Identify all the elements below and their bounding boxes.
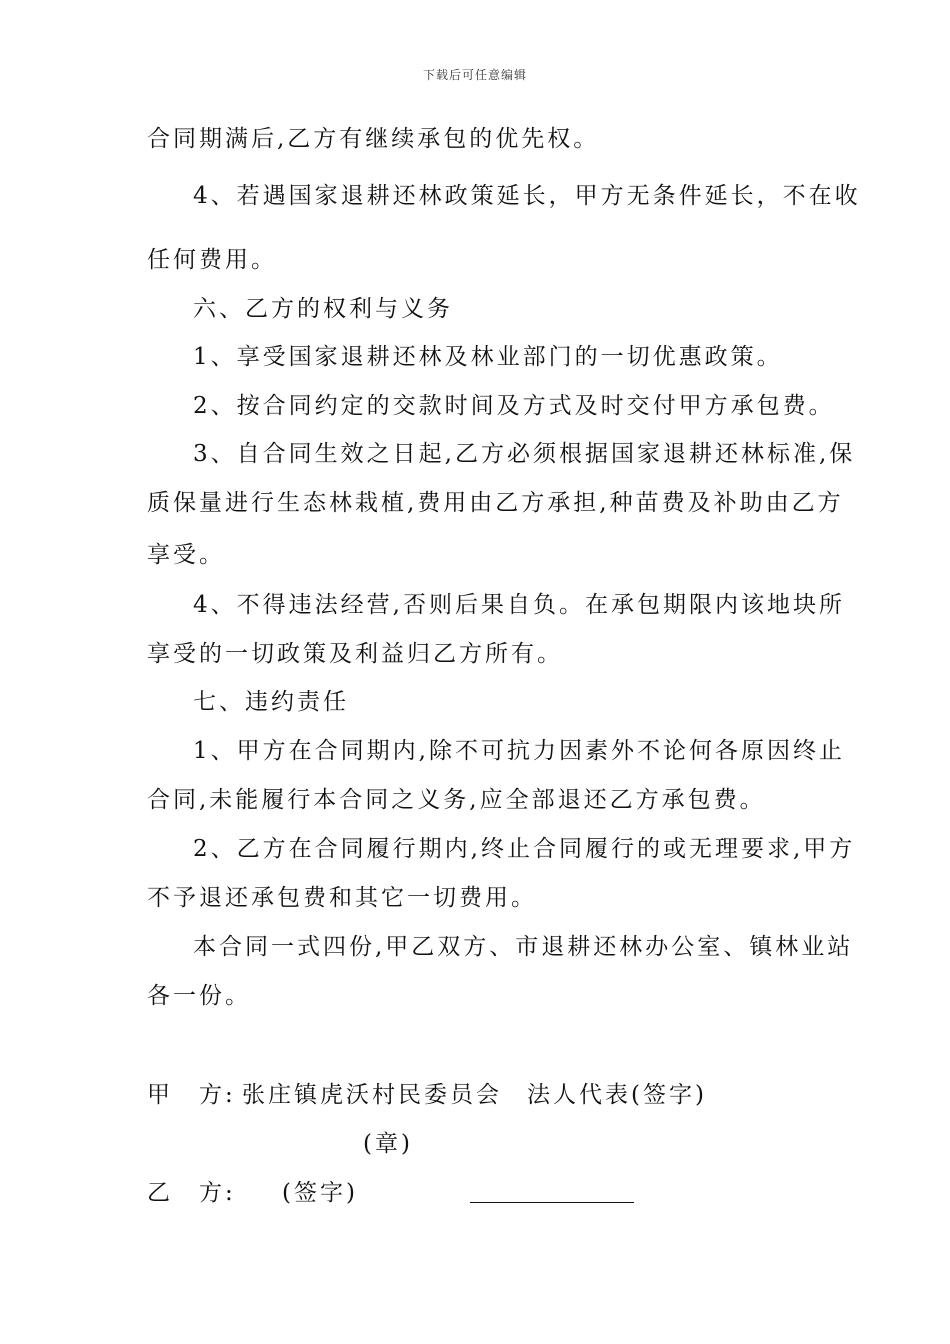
party-a-representative: 法人代表(签字) [527, 1082, 707, 1108]
body-line-17: 本合同一式四份,甲乙双方、市退耕还林办公室、镇林业站 [193, 934, 854, 960]
party-b-signature: (签字) [282, 1180, 358, 1206]
party-a-label: 甲 方: [147, 1082, 236, 1108]
header-note: 下载后可任意编辑 [422, 68, 527, 82]
section-heading-6: 六、乙方的权利与义务 [193, 296, 453, 322]
party-b-label: 乙 方: [147, 1180, 236, 1206]
body-line-6: 2、按合同约定的交款时间及方式及时交付甲方承包费。 [193, 393, 835, 419]
body-line-2: 4、若遇国家退耕还林政策延长，甲方无条件延长，不在收 [193, 183, 861, 209]
body-line-15: 2、乙方在合同履行期内,终止合同履行的或无理要求,甲方 [193, 836, 856, 862]
body-line-18: 各一份。 [147, 983, 251, 1009]
body-line-5: 1、享受国家退耕还林及林业部门的一切优惠政策。 [193, 344, 783, 370]
party-a-seal: (章) [363, 1131, 413, 1157]
signature-underline [470, 1202, 634, 1203]
body-line-8: 质保量进行生态林栽植,费用由乙方承担,种苗费及补助由乙方 [147, 490, 844, 516]
body-line-11: 享受的一切政策及利益归乙方所有。 [147, 641, 563, 667]
body-line-9: 享受。 [147, 542, 225, 568]
body-line-16: 不予退还承包费和其它一切费用。 [147, 885, 537, 911]
body-line-10: 4、不得违法经营,否则后果自负。在承包期限内该地块所 [193, 592, 845, 618]
body-line-1: 合同期满后,乙方有继续承包的优先权。 [147, 126, 600, 152]
body-line-7: 3、自合同生效之日起,乙方必须根据国家退耕还林标准,保 [193, 441, 856, 467]
party-a-name: 张庄镇虎沃村民委员会 [242, 1082, 502, 1108]
body-line-3: 任何费用。 [147, 247, 277, 273]
section-heading-7: 七、违约责任 [193, 689, 349, 715]
body-line-13: 1、甲方在合同期内,除不可抗力因素外不论何各原因终止 [193, 738, 845, 764]
body-line-14: 合同,未能履行本合同之义务,应全部退还乙方承包费。 [147, 787, 766, 813]
